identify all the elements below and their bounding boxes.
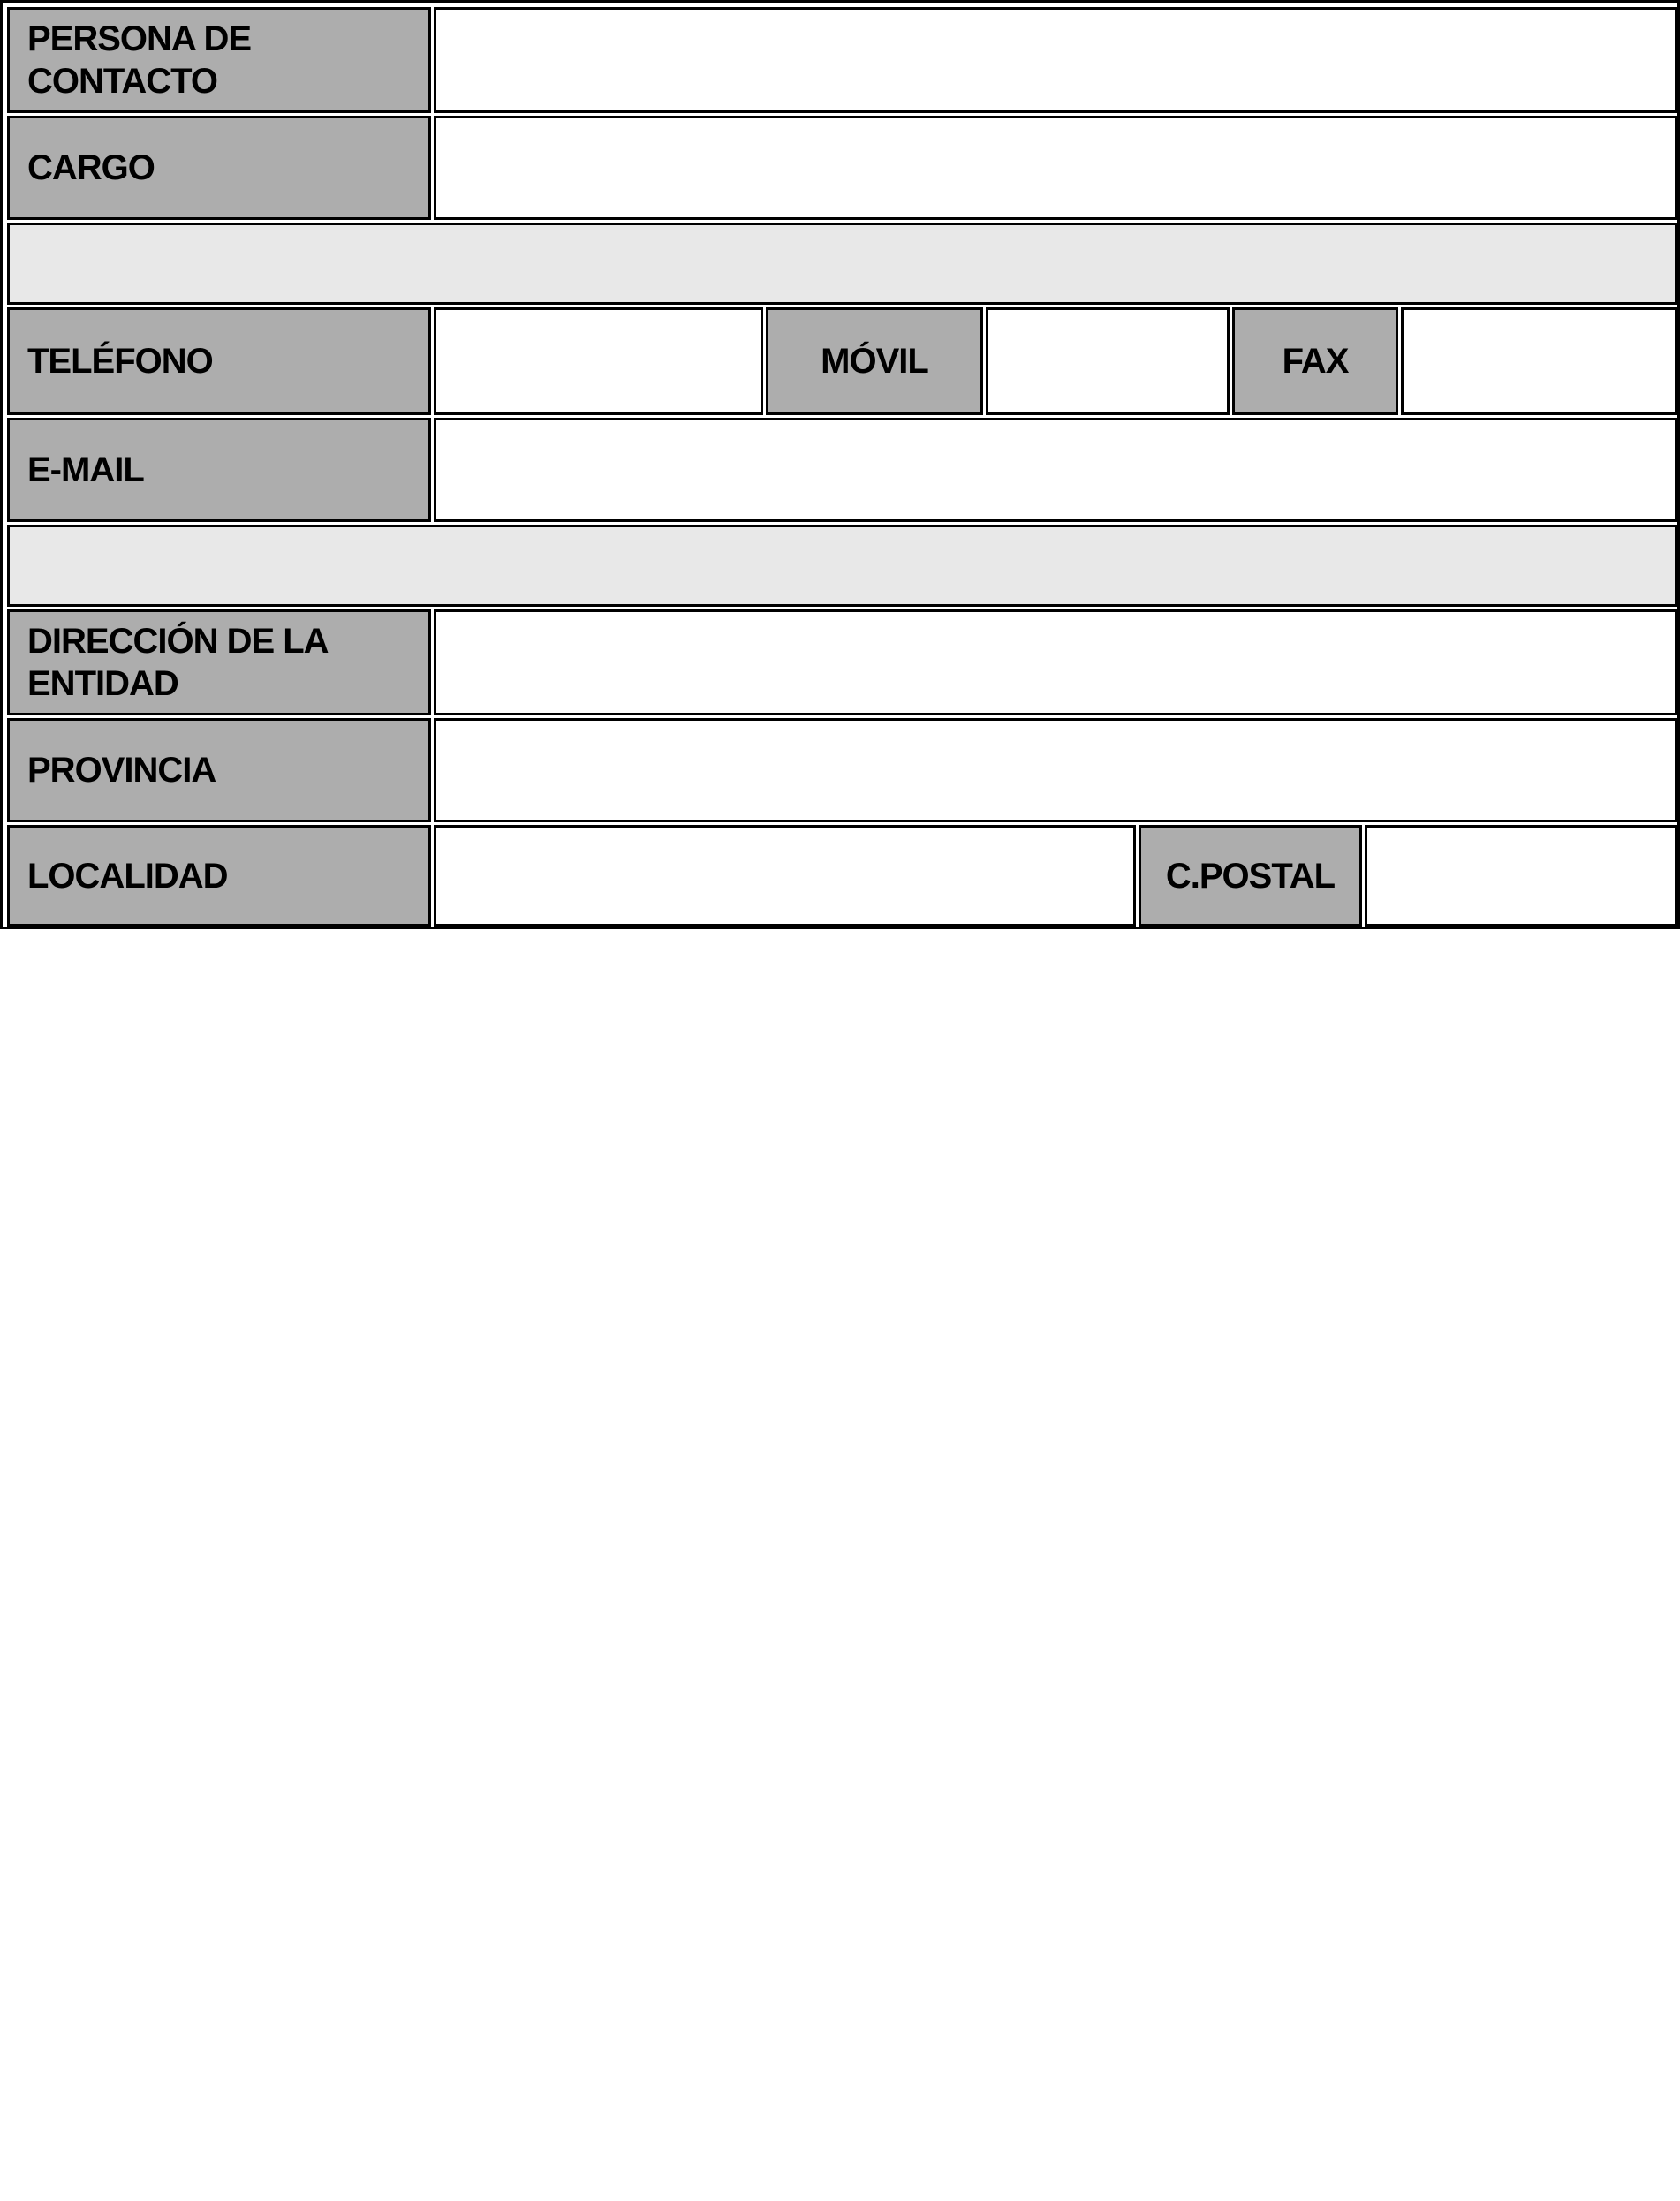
position-label: CARGO	[7, 116, 431, 220]
fax-field[interactable]	[1401, 307, 1677, 415]
section-spacer	[7, 525, 1677, 607]
locality-field[interactable]	[434, 825, 1136, 927]
address-label: DIRECCIÓN DE LA ENTIDAD	[7, 609, 431, 715]
address-field[interactable]	[434, 609, 1677, 715]
mobile-label: MÓVIL	[766, 307, 983, 415]
phone-label: TELÉFONO	[7, 307, 431, 415]
fax-label: FAX	[1232, 307, 1398, 415]
contact-person-label: PERSONA DE CONTACTO	[7, 7, 431, 113]
mobile-field[interactable]	[986, 307, 1230, 415]
province-field[interactable]	[434, 718, 1677, 822]
section-spacer	[7, 223, 1677, 305]
contact-person-field[interactable]	[434, 7, 1677, 113]
contact-form	[0, 0, 1680, 929]
email-label: E-MAIL	[7, 418, 431, 522]
province-label: PROVINCIA	[7, 718, 431, 822]
position-field[interactable]	[434, 116, 1677, 220]
postal-code-field[interactable]	[1365, 825, 1677, 927]
email-field[interactable]	[434, 418, 1677, 522]
locality-label: LOCALIDAD	[7, 825, 431, 927]
phone-field[interactable]	[434, 307, 763, 415]
postal-code-label: C.POSTAL	[1139, 825, 1362, 927]
